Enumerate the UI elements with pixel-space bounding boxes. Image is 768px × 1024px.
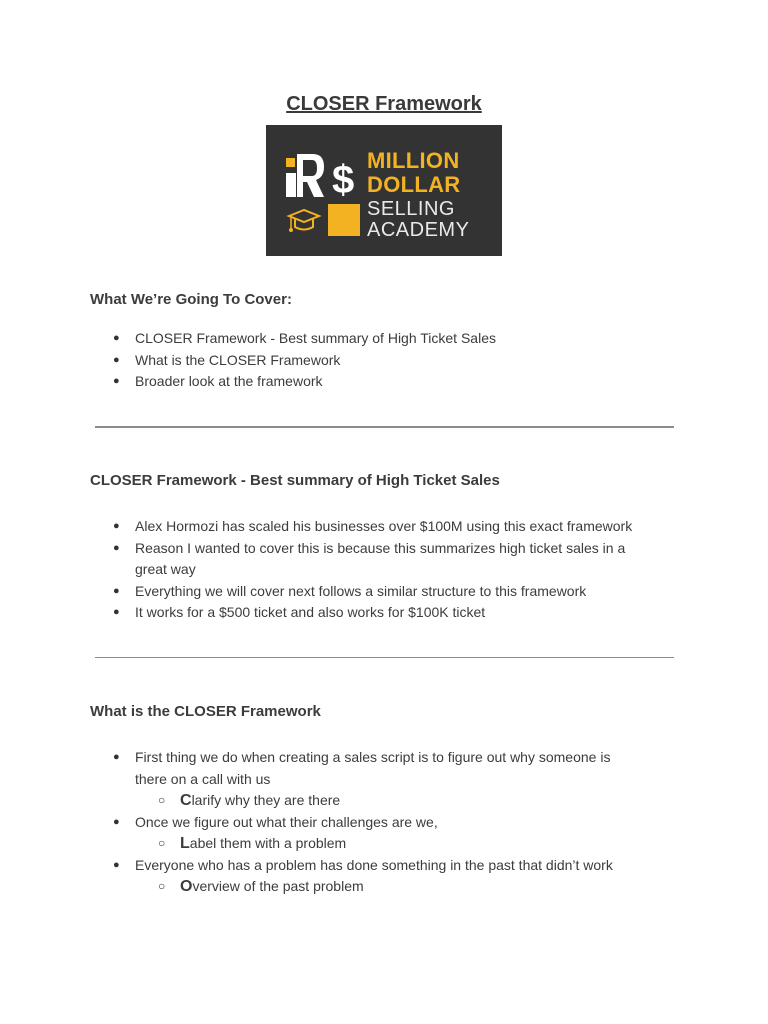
section-divider — [95, 657, 674, 658]
acronym-letter: C — [180, 792, 192, 809]
logo-text-academy: ACADEMY — [367, 219, 470, 241]
acronym-letter: O — [180, 878, 193, 895]
list-item — [90, 747, 690, 790]
sub-item-text: abel them with a problem — [189, 835, 347, 851]
cover-list — [90, 328, 690, 393]
list-item-line: great way — [135, 561, 196, 577]
acronym-letter: L — [180, 835, 190, 852]
list-item-line: First thing we do when creating a sales script is to figure out why someone is — [135, 749, 611, 765]
logo-text-dollar: DOLLAR — [367, 172, 461, 197]
section-heading-summary: CLOSER Framework - Best summary of High Ticket Sales — [90, 472, 500, 489]
list-item: ● Broader look at the framework — [90, 371, 690, 393]
list-item-line: Reason I wanted to cover this is because this summarizes high ticket sales in a — [135, 539, 626, 556]
section-divider — [95, 426, 674, 428]
list-item: ● It works for a $500 ticket and also works for $100K ticket — [90, 602, 690, 624]
page-title: CLOSER Framework — [286, 93, 482, 115]
sub-list-item — [90, 833, 690, 855]
sub-list-item — [90, 876, 690, 898]
list-item-line: there on a call with us — [135, 770, 271, 787]
list-item: ● What is the CLOSER Framework — [90, 350, 690, 372]
sub-item-text: larify why they are there — [191, 792, 341, 808]
list-item — [90, 538, 690, 581]
logo-text-selling: SELLING — [367, 198, 455, 220]
svg-text:$: $ — [332, 158, 355, 202]
sub-list-item — [90, 790, 690, 812]
sub-item-text: verview of the past problem — [192, 878, 364, 894]
list-item: ● CLOSER Framework - Best summary of High Ticket Sales — [90, 328, 690, 350]
summary-list — [90, 516, 690, 624]
what-is-list — [90, 747, 690, 898]
section-heading-cover: What We’re Going To Cover: — [90, 291, 292, 308]
logo-text-million: MILLION — [367, 148, 460, 173]
list-item: ● Everything we will cover next follows a similar structure to this framework — [90, 581, 690, 603]
section-heading-what-is: What is the CLOSER Framework — [90, 703, 321, 720]
list-item: ● Alex Hormozi has scaled his businesses over $100M using this exact framework — [90, 516, 690, 538]
list-item: ● Everyone who has a problem has done something in the past that didn’t work — [90, 855, 690, 877]
academy-logo — [266, 125, 502, 256]
list-item: ● Once we figure out what their challenges are we, — [90, 812, 690, 834]
